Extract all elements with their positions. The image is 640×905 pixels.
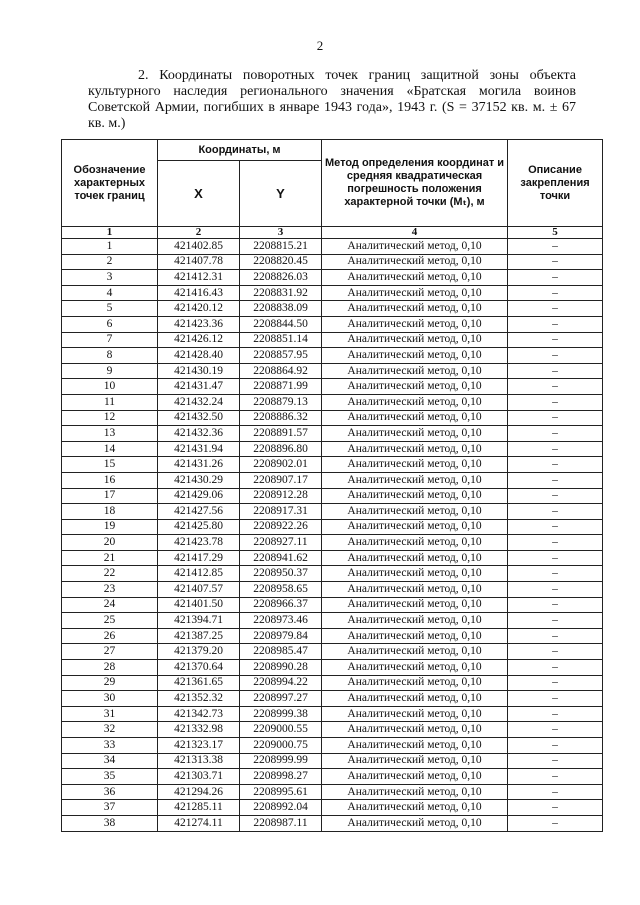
cell-coordinate-y: 2208826.03 [240,270,322,286]
cell-point-number: 8 [62,348,158,364]
cell-coordinate-x: 421274.11 [158,815,240,831]
cell-coordinate-x: 421370.64 [158,660,240,676]
cell-coordinate-x: 421313.38 [158,753,240,769]
table-row [62,285,603,301]
cell-point-number: 17 [62,488,158,504]
cell-description: – [508,519,603,535]
cell-coordinate-x: 421432.36 [158,426,240,442]
cell-coordinate-x: 421427.56 [158,504,240,520]
cell-coordinate-x: 421432.50 [158,410,240,426]
cell-coordinate-y: 2208917.31 [240,504,322,520]
cell-description: – [508,301,603,317]
cell-method: Аналитический метод, 0,10 [322,597,508,613]
cell-description: – [508,488,603,504]
cell-description: – [508,426,603,442]
cell-method: Аналитический метод, 0,10 [322,769,508,785]
cell-description: – [508,379,603,395]
cell-description: – [508,332,603,348]
cell-description: – [508,675,603,691]
cell-method: Аналитический метод, 0,10 [322,550,508,566]
cell-coordinate-y: 2208927.11 [240,535,322,551]
table-row [62,769,603,785]
cell-coordinate-y: 2208997.27 [240,691,322,707]
table-row [62,363,603,379]
cell-point-number: 5 [62,301,158,317]
cell-coordinate-x: 421428.40 [158,348,240,364]
table-row [62,613,603,629]
cell-point-number: 18 [62,504,158,520]
cell-method: Аналитический метод, 0,10 [322,254,508,270]
cell-coordinate-x: 421303.71 [158,769,240,785]
cell-coordinate-y: 2208851.14 [240,332,322,348]
cell-point-number: 11 [62,394,158,410]
coordinates-table-body [62,239,603,832]
cell-description: – [508,769,603,785]
cell-description: – [508,628,603,644]
table-row [62,753,603,769]
cell-coordinate-x: 421412.31 [158,270,240,286]
cell-coordinate-y: 2208838.09 [240,301,322,317]
table-row [62,316,603,332]
column-number-1: 1 [62,227,158,239]
cell-coordinate-y: 2208987.11 [240,815,322,831]
cell-description: – [508,239,603,255]
cell-coordinate-y: 2209000.75 [240,738,322,754]
cell-method: Аналитический метод, 0,10 [322,472,508,488]
cell-method: Аналитический метод, 0,10 [322,379,508,395]
cell-method: Аналитический метод, 0,10 [322,410,508,426]
cell-coordinate-x: 421432.24 [158,394,240,410]
cell-description: – [508,613,603,629]
cell-description: – [508,472,603,488]
cell-point-number: 3 [62,270,158,286]
cell-point-number: 7 [62,332,158,348]
cell-coordinate-y: 2208886.32 [240,410,322,426]
table-row [62,332,603,348]
table-row [62,410,603,426]
cell-description: – [508,285,603,301]
cell-coordinate-y: 2208879.13 [240,394,322,410]
cell-point-number: 35 [62,769,158,785]
cell-coordinate-y: 2208864.92 [240,363,322,379]
table-row [62,784,603,800]
table-row [62,472,603,488]
cell-method: Аналитический метод, 0,10 [322,644,508,660]
header-coordinate-y: Y [240,161,322,227]
cell-method: Аналитический метод, 0,10 [322,628,508,644]
cell-coordinate-x: 421387.25 [158,628,240,644]
table-row [62,691,603,707]
table-row [62,426,603,442]
table-row [62,550,603,566]
cell-point-number: 27 [62,644,158,660]
cell-description: – [508,566,603,582]
cell-coordinate-x: 421342.73 [158,706,240,722]
cell-description: – [508,582,603,598]
column-number-2: 2 [158,227,240,239]
cell-description: – [508,660,603,676]
cell-coordinate-x: 421294.26 [158,784,240,800]
section-heading: 2. Координаты поворотных точек границ защитной зоны объекта культурного наследия регионального значения «Братская могила воинов Советской Армии, погибших в январе 1943 года», 1943 г. (S = 37152 кв. м. ± 67 кв. м.) [88,68,576,131]
cell-coordinate-x: 421379.20 [158,644,240,660]
cell-description: – [508,270,603,286]
cell-coordinate-x: 421352.32 [158,691,240,707]
cell-coordinate-y: 2208820.45 [240,254,322,270]
cell-description: – [508,738,603,754]
cell-coordinate-y: 2208973.46 [240,613,322,629]
cell-method: Аналитический метод, 0,10 [322,613,508,629]
cell-coordinate-x: 421332.98 [158,722,240,738]
cell-coordinate-x: 421402.85 [158,239,240,255]
cell-method: Аналитический метод, 0,10 [322,239,508,255]
cell-coordinate-y: 2208999.38 [240,706,322,722]
cell-point-number: 21 [62,550,158,566]
table-row [62,394,603,410]
cell-method: Аналитический метод, 0,10 [322,488,508,504]
cell-method: Аналитический метод, 0,10 [322,691,508,707]
cell-method: Аналитический метод, 0,10 [322,519,508,535]
cell-description: – [508,316,603,332]
header-description: Описание закрепления точки [508,140,603,227]
table-row [62,379,603,395]
cell-method: Аналитический метод, 0,10 [322,504,508,520]
cell-point-number: 29 [62,675,158,691]
cell-coordinate-x: 421412.85 [158,566,240,582]
cell-coordinate-x: 421425.80 [158,519,240,535]
table-row [62,301,603,317]
cell-description: – [508,441,603,457]
cell-coordinate-x: 421426.12 [158,332,240,348]
cell-point-number: 6 [62,316,158,332]
cell-method: Аналитический метод, 0,10 [322,675,508,691]
cell-point-number: 9 [62,363,158,379]
cell-coordinate-x: 421407.78 [158,254,240,270]
cell-coordinate-y: 2208995.61 [240,784,322,800]
cell-description: – [508,644,603,660]
cell-coordinate-x: 421417.29 [158,550,240,566]
header-coordinate-x: X [158,161,240,227]
table-row [62,254,603,270]
cell-method: Аналитический метод, 0,10 [322,426,508,442]
cell-point-number: 4 [62,285,158,301]
cell-coordinate-y: 2208907.17 [240,472,322,488]
cell-coordinate-x: 421394.71 [158,613,240,629]
cell-point-number: 19 [62,519,158,535]
cell-method: Аналитический метод, 0,10 [322,316,508,332]
cell-coordinate-y: 2208902.01 [240,457,322,473]
table-row [62,270,603,286]
cell-point-number: 31 [62,706,158,722]
cell-coordinate-x: 421323.17 [158,738,240,754]
cell-coordinate-y: 2208912.28 [240,488,322,504]
table-row [62,660,603,676]
cell-point-number: 26 [62,628,158,644]
cell-coordinate-x: 421430.29 [158,472,240,488]
cell-description: – [508,457,603,473]
cell-coordinate-y: 2208990.28 [240,660,322,676]
cell-description: – [508,410,603,426]
cell-coordinate-x: 421430.19 [158,363,240,379]
cell-description: – [508,800,603,816]
cell-method: Аналитический метод, 0,10 [322,800,508,816]
cell-description: – [508,815,603,831]
table-row [62,675,603,691]
cell-point-number: 24 [62,597,158,613]
cell-coordinate-y: 2208831.92 [240,285,322,301]
table-row [62,628,603,644]
cell-point-number: 36 [62,784,158,800]
cell-coordinate-x: 421361.65 [158,675,240,691]
cell-coordinate-x: 421431.47 [158,379,240,395]
coordinates-table [61,139,603,832]
table-row [62,644,603,660]
cell-method: Аналитический метод, 0,10 [322,784,508,800]
cell-method: Аналитический метод, 0,10 [322,722,508,738]
cell-point-number: 10 [62,379,158,395]
cell-point-number: 23 [62,582,158,598]
cell-point-number: 30 [62,691,158,707]
header-point-designation: Обозначение характерных точек границ [62,140,158,227]
cell-description: – [508,706,603,722]
column-number-4: 4 [322,227,508,239]
cell-point-number: 34 [62,753,158,769]
cell-point-number: 13 [62,426,158,442]
cell-method: Аналитический метод, 0,10 [322,535,508,551]
cell-point-number: 32 [62,722,158,738]
cell-point-number: 14 [62,441,158,457]
cell-method: Аналитический метод, 0,10 [322,394,508,410]
cell-method: Аналитический метод, 0,10 [322,753,508,769]
cell-point-number: 20 [62,535,158,551]
cell-method: Аналитический метод, 0,10 [322,441,508,457]
table-row [62,722,603,738]
cell-coordinate-y: 2208844.50 [240,316,322,332]
cell-coordinate-y: 2209000.55 [240,722,322,738]
cell-point-number: 12 [62,410,158,426]
cell-coordinate-x: 421416.43 [158,285,240,301]
table-row [62,348,603,364]
cell-method: Аналитический метод, 0,10 [322,285,508,301]
table-row [62,582,603,598]
cell-description: – [508,254,603,270]
cell-coordinate-y: 2208998.27 [240,769,322,785]
cell-point-number: 16 [62,472,158,488]
cell-method: Аналитический метод, 0,10 [322,738,508,754]
cell-method: Аналитический метод, 0,10 [322,815,508,831]
cell-coordinate-x: 421401.50 [158,597,240,613]
table-row [62,535,603,551]
cell-method: Аналитический метод, 0,10 [322,348,508,364]
table-row [62,800,603,816]
cell-description: – [508,722,603,738]
column-number-5: 5 [508,227,603,239]
cell-point-number: 28 [62,660,158,676]
table-row [62,706,603,722]
cell-point-number: 15 [62,457,158,473]
column-number-3: 3 [240,227,322,239]
cell-point-number: 38 [62,815,158,831]
cell-description: – [508,550,603,566]
cell-method: Аналитический метод, 0,10 [322,332,508,348]
table-row [62,519,603,535]
cell-coordinate-y: 2208871.99 [240,379,322,395]
cell-coordinate-x: 421423.78 [158,535,240,551]
cell-point-number: 1 [62,239,158,255]
cell-coordinate-y: 2208958.65 [240,582,322,598]
cell-method: Аналитический метод, 0,10 [322,706,508,722]
cell-method: Аналитический метод, 0,10 [322,270,508,286]
cell-coordinate-x: 421407.57 [158,582,240,598]
cell-method: Аналитический метод, 0,10 [322,660,508,676]
cell-coordinate-x: 421431.26 [158,457,240,473]
cell-point-number: 2 [62,254,158,270]
cell-point-number: 37 [62,800,158,816]
cell-coordinate-y: 2208979.84 [240,628,322,644]
cell-method: Аналитический метод, 0,10 [322,301,508,317]
table-row [62,597,603,613]
cell-coordinate-y: 2208891.57 [240,426,322,442]
cell-description: – [508,691,603,707]
cell-coordinate-x: 421285.11 [158,800,240,816]
page-number: 2 [316,38,324,53]
cell-method: Аналитический метод, 0,10 [322,582,508,598]
cell-coordinate-x: 421420.12 [158,301,240,317]
cell-description: – [508,348,603,364]
table-row [62,441,603,457]
cell-description: – [508,784,603,800]
cell-point-number: 33 [62,738,158,754]
cell-description: – [508,535,603,551]
table-row [62,815,603,831]
cell-description: – [508,363,603,379]
cell-coordinate-y: 2208941.62 [240,550,322,566]
table-row [62,504,603,520]
cell-coordinate-y: 2208896.80 [240,441,322,457]
cell-coordinate-y: 2208815.21 [240,239,322,255]
cell-coordinate-y: 2208999.99 [240,753,322,769]
cell-coordinate-y: 2208922.26 [240,519,322,535]
table-row [62,738,603,754]
cell-description: – [508,504,603,520]
cell-coordinate-y: 2208857.95 [240,348,322,364]
cell-coordinate-x: 421431.94 [158,441,240,457]
header-coordinates: Координаты, м [158,140,322,161]
cell-point-number: 22 [62,566,158,582]
cell-coordinate-y: 2208950.37 [240,566,322,582]
cell-point-number: 25 [62,613,158,629]
cell-coordinate-y: 2208966.37 [240,597,322,613]
table-row [62,566,603,582]
table-row [62,239,603,255]
cell-coordinate-y: 2208994.22 [240,675,322,691]
table-row [62,457,603,473]
cell-method: Аналитический метод, 0,10 [322,566,508,582]
table-row [62,488,603,504]
cell-description: – [508,597,603,613]
cell-method: Аналитический метод, 0,10 [322,457,508,473]
cell-method: Аналитический метод, 0,10 [322,363,508,379]
cell-description: – [508,753,603,769]
header-method: Метод определения координат и средняя квадратическая погрешность положения характерной точки (Mₜ), м [322,140,508,227]
cell-description: – [508,394,603,410]
cell-coordinate-x: 421429.06 [158,488,240,504]
cell-coordinate-x: 421423.36 [158,316,240,332]
cell-coordinate-y: 2208985.47 [240,644,322,660]
cell-coordinate-y: 2208992.04 [240,800,322,816]
